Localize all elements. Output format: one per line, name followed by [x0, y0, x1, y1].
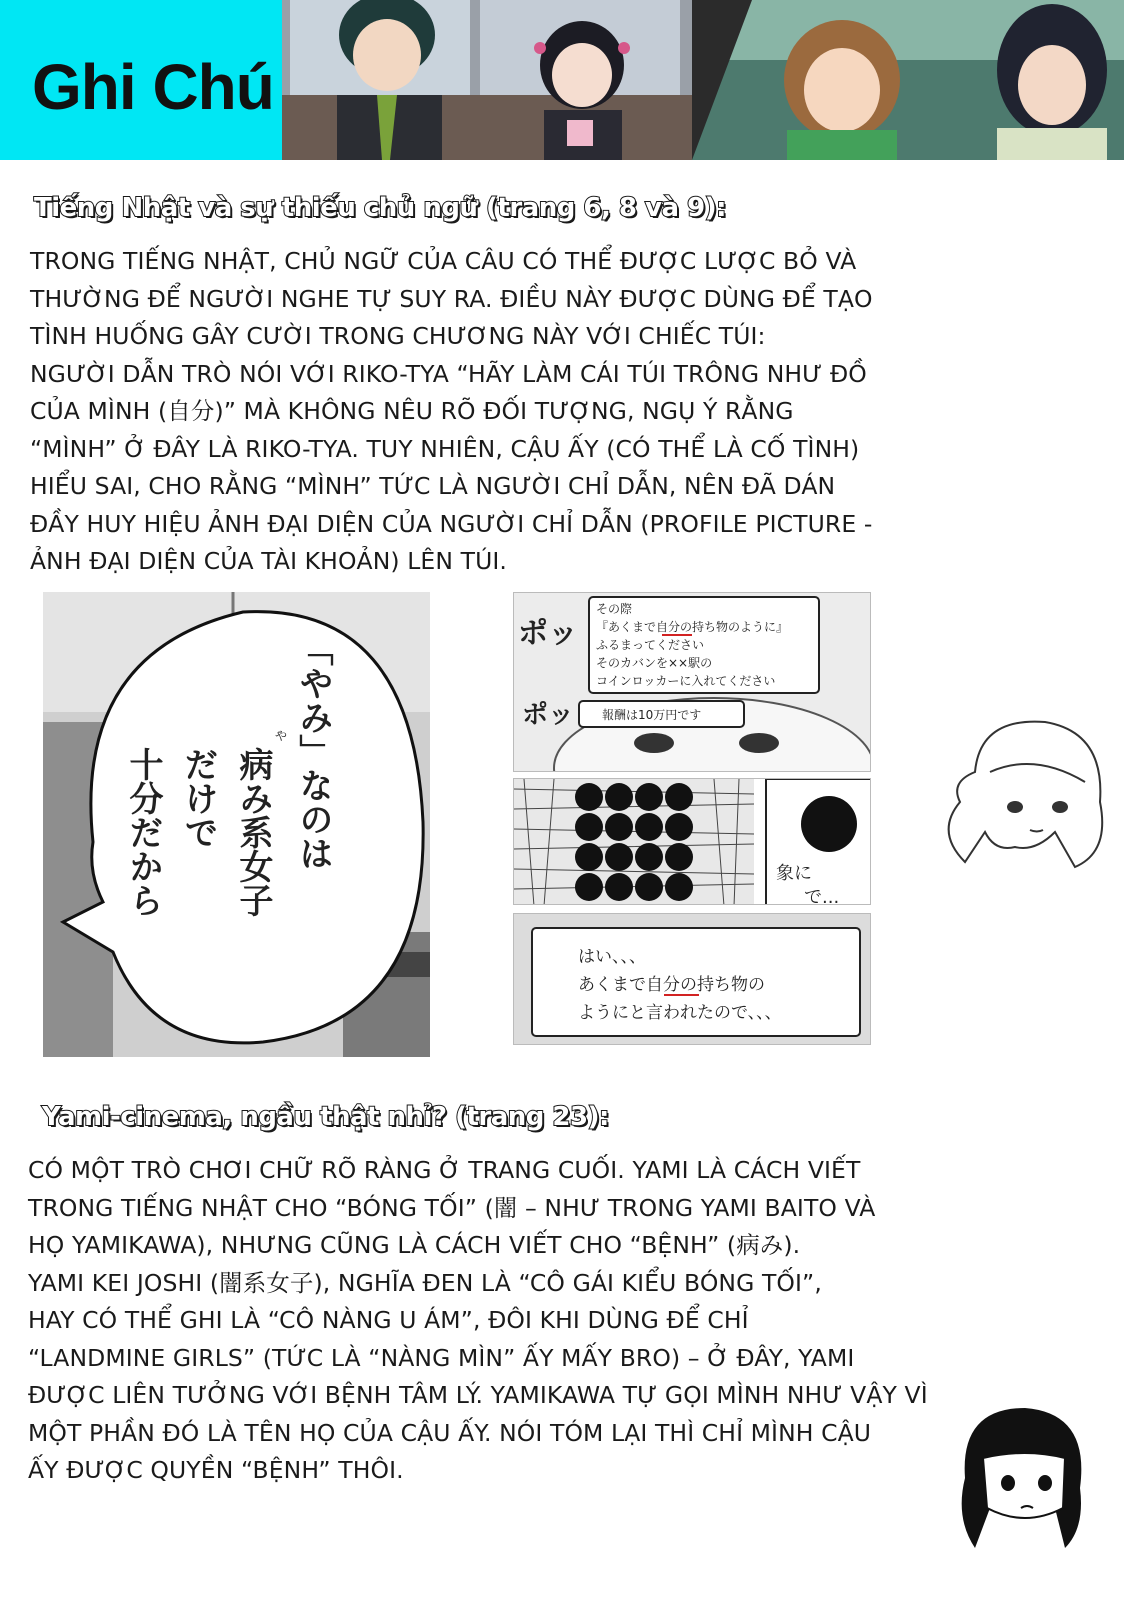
manga-panel-speech-bubble: [43, 592, 430, 1057]
paragraph-line: MỘT PHẦN ĐÓ LÀ TÊN HỌ CỦA CẬU ẤY. NÓI TÓM LẠI THÌ CHỈ MÌNH CẬU: [28, 1418, 872, 1447]
message-bottom-art: [514, 914, 871, 1045]
paragraph-line: TRONG TIẾNG NHẬT, CHỦ NGỮ CỦA CÂU CÓ THỂ ĐƯỢC LƯỢC BỎ VÀ: [30, 247, 857, 275]
msg-top-line-2: 『あくまで自分の持ち物のように』: [596, 620, 789, 634]
paragraph-line: CÓ MỘT TRÒ CHƠI CHỮ RÕ RÀNG Ở TRANG CUỐI. YAMI LÀ CÁCH VIẾT: [28, 1156, 861, 1184]
msg-top-line-5: コインロッカーに入れてください: [596, 674, 776, 688]
header-illustration: [282, 0, 1124, 160]
paragraph-line: HAY CÓ THỂ GHI LÀ “CÔ NÀNG U ÁM”, ĐÔI KHI DÙNG ĐỂ CHỈ: [28, 1306, 749, 1334]
paragraph-line: THƯỜNG ĐỂ NGƯỜI NGHE TỰ SUY RA. ĐIỀU NÀY ĐƯỢC DÙNG ĐỂ TẠO: [30, 284, 873, 313]
section1-paragraph: [30, 243, 873, 581]
speech-furigana: や: [275, 729, 288, 743]
paragraph-line: HIỂU SAI, CHO RẰNG “MÌNH” TỨC LÀ NGƯỜI CHỈ DẪN, NÊN ĐÃ DÁN: [30, 472, 836, 500]
msg-top-line-3: ふるまってください: [596, 638, 705, 652]
paragraph-line: HỌ YAMIKAWA), NHƯNG CŨNG LÀ CÁCH VIẾT CHO “BỆNH” (病み).: [28, 1231, 801, 1259]
msg-mid-fragment-2: で...: [804, 887, 840, 905]
paragraph-line: ĐẦY HUY HIỆU ẢNH ĐẠI DIỆN CỦA NGƯỜI CHỈ DẪN (PROFILE PICTURE -: [30, 509, 873, 538]
title-box: [0, 0, 282, 160]
msg-bot-line-3: ようにと言われたので、、、: [578, 1003, 782, 1023]
speech-panel-art: [43, 592, 430, 1057]
sfx-pop-2: ポッ: [522, 700, 575, 730]
manga-panel-message-bottom: [513, 913, 871, 1045]
paragraph-line: YAMI KEI JOSHI (闇系女子), NGHĨA ĐEN LÀ “CÔ GÁI KIỂU BÓNG TỐI”,: [28, 1268, 822, 1297]
paragraph-line: ĐƯỢC LIÊN TƯỞNG VỚI BỆNH TÂM LÝ. YAMIKAWA TỰ GỌI MÌNH NHƯ VẬY VÌ: [28, 1381, 928, 1409]
speech-col-4: 十分だから: [123, 747, 163, 917]
msg-top-line-4: そのカバンを××駅の: [596, 656, 713, 670]
paragraph-line: “MÌNH” Ở ĐÂY LÀ RIKO-TYA. TUY NHIÊN, CẬU ẤY (CÓ THỂ LÀ CỐ TÌNH): [30, 434, 860, 463]
paragraph-line: ẤY ĐƯỢC QUYỀN “BỆNH” THÔI.: [28, 1456, 404, 1484]
speech-col-2: 病み系女子: [233, 747, 273, 917]
chibi-girl-wavy-hair-drawing: [935, 712, 1115, 882]
section-heading-yami-cinema: Yami-cinema, ngầu thật nhỉ? (trang 23):: [42, 1102, 609, 1132]
chibi-girl-black-hair-drawing: [945, 1398, 1095, 1558]
sfx-pop-1: ポッ: [518, 616, 578, 651]
section-heading-japanese-subject: Tiếng Nhật và sự thiếu chủ ngữ (trang 6, 8 và 9):: [34, 193, 726, 223]
section2-paragraph: [28, 1152, 928, 1490]
paragraph-line: CỦA MÌNH (自分)” MÀ KHÔNG NÊU RÕ ĐỐI TƯỢNG, NGỤ Ý RẰNG: [30, 397, 794, 425]
msg-top-reward: 報酬は10万円です: [602, 708, 702, 722]
msg-bot-line-2: あくまで自分の持ち物の: [578, 975, 765, 995]
msg-top-line-1: その際: [596, 602, 633, 616]
paragraph-line: ẢNH ĐẠI DIỆN CỦA TÀI KHOẢN) LÊN TÚI.: [30, 547, 507, 575]
message-top-art: [514, 593, 871, 772]
msg-bot-line-1: はい、、、: [578, 947, 646, 967]
paragraph-line: TRONG TIẾNG NHẬT CHO “BÓNG TỐI” (闇 – NHƯ TRONG YAMI BAITO VÀ: [28, 1193, 876, 1222]
msg-mid-fragment-1: 象に: [776, 863, 812, 884]
speech-col-1: 「やみ」なのは: [293, 632, 333, 870]
manga-panel-badges: [513, 778, 871, 905]
paragraph-line: “LANDMINE GIRLS” (TỨC LÀ “NÀNG MÌN” ẤY MẤY BRO) – Ở ĐÂY, YAMI: [28, 1343, 855, 1372]
speech-col-3: だけで: [178, 747, 218, 849]
page-title: Ghi Chú: [32, 51, 274, 123]
badges-art: [514, 779, 871, 905]
paragraph-line: NGƯỜI DẪN TRÒ NÓI VỚI RIKO-TYA “HÃY LÀM CÁI TÚI TRÔNG NHƯ ĐỒ: [30, 359, 867, 388]
header-banner: [0, 0, 1124, 160]
paragraph-line: TÌNH HUỐNG GÂY CƯỜI TRONG CHƯƠNG NÀY VỚI CHIẾC TÚI:: [30, 322, 766, 350]
manga-panel-message-top: [513, 592, 871, 772]
